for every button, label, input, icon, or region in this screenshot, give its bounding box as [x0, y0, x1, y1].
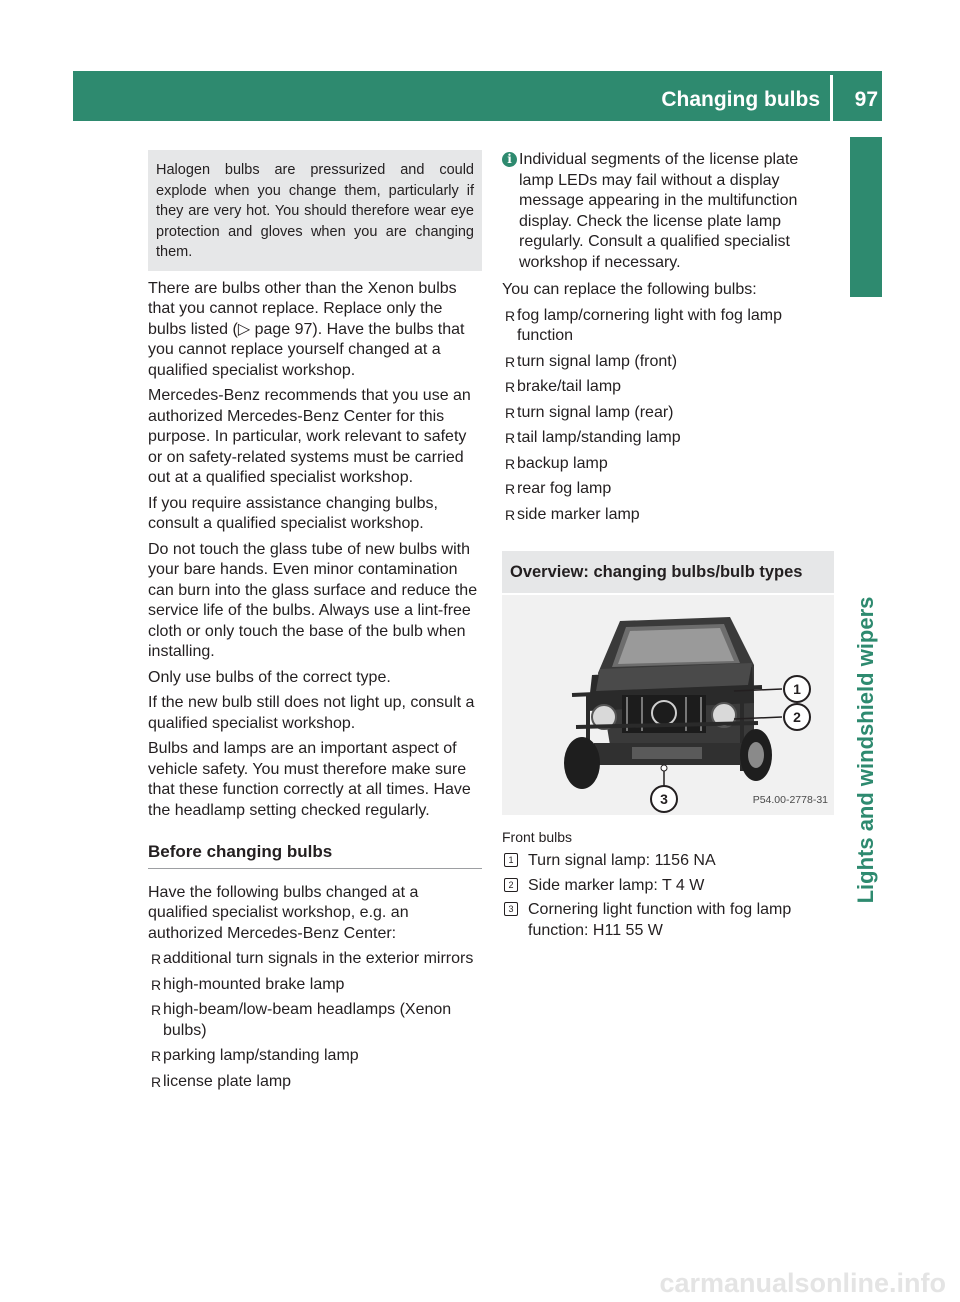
legend-number-icon: 3: [504, 902, 518, 916]
list-item: R tail lamp/standing lamp: [502, 428, 834, 449]
paragraph: There are bulbs other than the Xenon bulbs that you cannot replace. Replace only the bulbs listed (▷ page 97). Have the bulbs that you cannot replace yourself changed at a qualified specialist workshop.: [148, 279, 465, 379]
page-number: 97: [854, 88, 878, 111]
figure-caption: Front bulbs: [502, 828, 573, 845]
paragraph: Mercedes-Benz recommends that you use an authorized Mercedes-Benz Center for this purpose. In particular, work relevant to safety or on safety-related systems must be carried out at a qualified specialist workshop.: [148, 387, 471, 486]
list-item: R turn signal lamp (front): [502, 352, 834, 373]
info-text: Individual segments of the license plate lamp LEDs may fail without a display message appearing in the multifunction display. Check the license plate lamp regularly. Consult a qualified specialist workshop if necessary.: [519, 151, 799, 271]
workshop-bulb-list: [148, 949, 482, 1092]
list-item: R turn signal lamp (rear): [502, 403, 834, 424]
watermark: carmanualsonline.info: [659, 1268, 946, 1298]
callout-3-icon: 3: [650, 785, 678, 813]
callout-1-icon: 1: [783, 675, 811, 703]
warning-box: Halogen bulbs are pressurized and could explode when you change them, particularly if they are very hot. You should therefore wear eye protection and gloves when you are changing them.: [148, 150, 482, 271]
header-title: Changing bulbs: [661, 88, 820, 111]
info-note: [502, 150, 834, 273]
bullet-icon: R: [151, 951, 162, 967]
legend-item: 1 Turn signal lamp: 1156 NA: [502, 851, 834, 872]
section-intro: Have the following bulbs changed at a qualified specialist workshop, e.g. an authorized Mercedes-Benz Center:: [148, 883, 419, 942]
replace-intro: You can replace the following bulbs:: [502, 281, 757, 298]
list-item: R parking lamp/standing lamp: [148, 1046, 482, 1067]
list-item: R additional turn signals in the exterior mirrors: [148, 949, 482, 970]
bullet-icon: R: [505, 379, 516, 395]
replaceable-bulb-list: [502, 306, 834, 526]
paragraph: Only use bulbs of the correct type.: [148, 668, 391, 686]
list-item: R fog lamp/cornering light with fog lamp function: [505, 306, 783, 344]
bullet-icon: R: [505, 404, 516, 421]
list-item: R license plate lamp: [148, 1072, 482, 1093]
paragraph: If you require assistance changing bulbs, consult a qualified specialist workshop.: [148, 494, 438, 532]
bullet-icon: R: [505, 506, 516, 523]
side-tab-marker: [850, 137, 882, 297]
figure-code: P54.00-2778-31: [752, 794, 828, 806]
list-item: R backup lamp: [502, 454, 834, 475]
paragraph: If the new bulb still does not light up, consult a qualified specialist workshop.: [148, 694, 475, 732]
bullet-icon: R: [151, 1048, 162, 1064]
bullet-icon: R: [505, 455, 516, 472]
vehicle-front-figure: [502, 595, 834, 815]
legend-number-icon: 1: [504, 853, 518, 867]
header-separator: [830, 75, 833, 121]
list-item: R brake/tail lamp: [502, 377, 834, 398]
left-column: [148, 150, 482, 1097]
bullet-icon: R: [505, 353, 516, 370]
list-item: R side marker lamp: [502, 505, 834, 526]
info-icon: i: [502, 152, 517, 167]
bullet-icon: R: [505, 307, 516, 324]
page-header-bar: [73, 71, 882, 121]
list-item: R high-mounted brake lamp: [148, 975, 482, 996]
side-tab-label: Lights and windshield wipers: [853, 596, 878, 904]
paragraph: Bulbs and lamps are an important aspect of vehicle safety. You must therefore make sure that these function correctly at all times. Have the headlamp setting checked regularly.: [148, 740, 471, 819]
right-column: [502, 150, 834, 945]
legend-item: 3 Cornering light function with fog lamp function: H11 55 W: [502, 900, 834, 941]
overview-heading: Overview: changing bulbs/bulb types: [502, 551, 834, 593]
callout-2-icon: 2: [783, 703, 811, 731]
section-heading: Before changing bulbs: [148, 828, 482, 869]
bullet-icon: R: [505, 481, 516, 497]
vehicle-illustration: [502, 595, 834, 815]
bullet-icon: R: [151, 1002, 162, 1018]
legend-item: 2 Side marker lamp: T 4 W: [502, 876, 834, 897]
list-item: R high-beam/low-beam headlamps (Xenon bulbs): [151, 1001, 452, 1039]
paragraph: Do not touch the glass tube of new bulbs with your bare hands. Even minor contamination can burn into the glass surface and reduce the service life of the bulbs. Always use a lint-free cloth or only touch the base of the bulb when installing.: [148, 540, 478, 660]
legend-number-icon: 2: [504, 878, 518, 892]
bullet-icon: R: [151, 976, 162, 993]
bullet-icon: R: [151, 1073, 162, 1090]
list-item: R rear fog lamp: [502, 479, 834, 500]
bullet-icon: R: [505, 430, 516, 446]
